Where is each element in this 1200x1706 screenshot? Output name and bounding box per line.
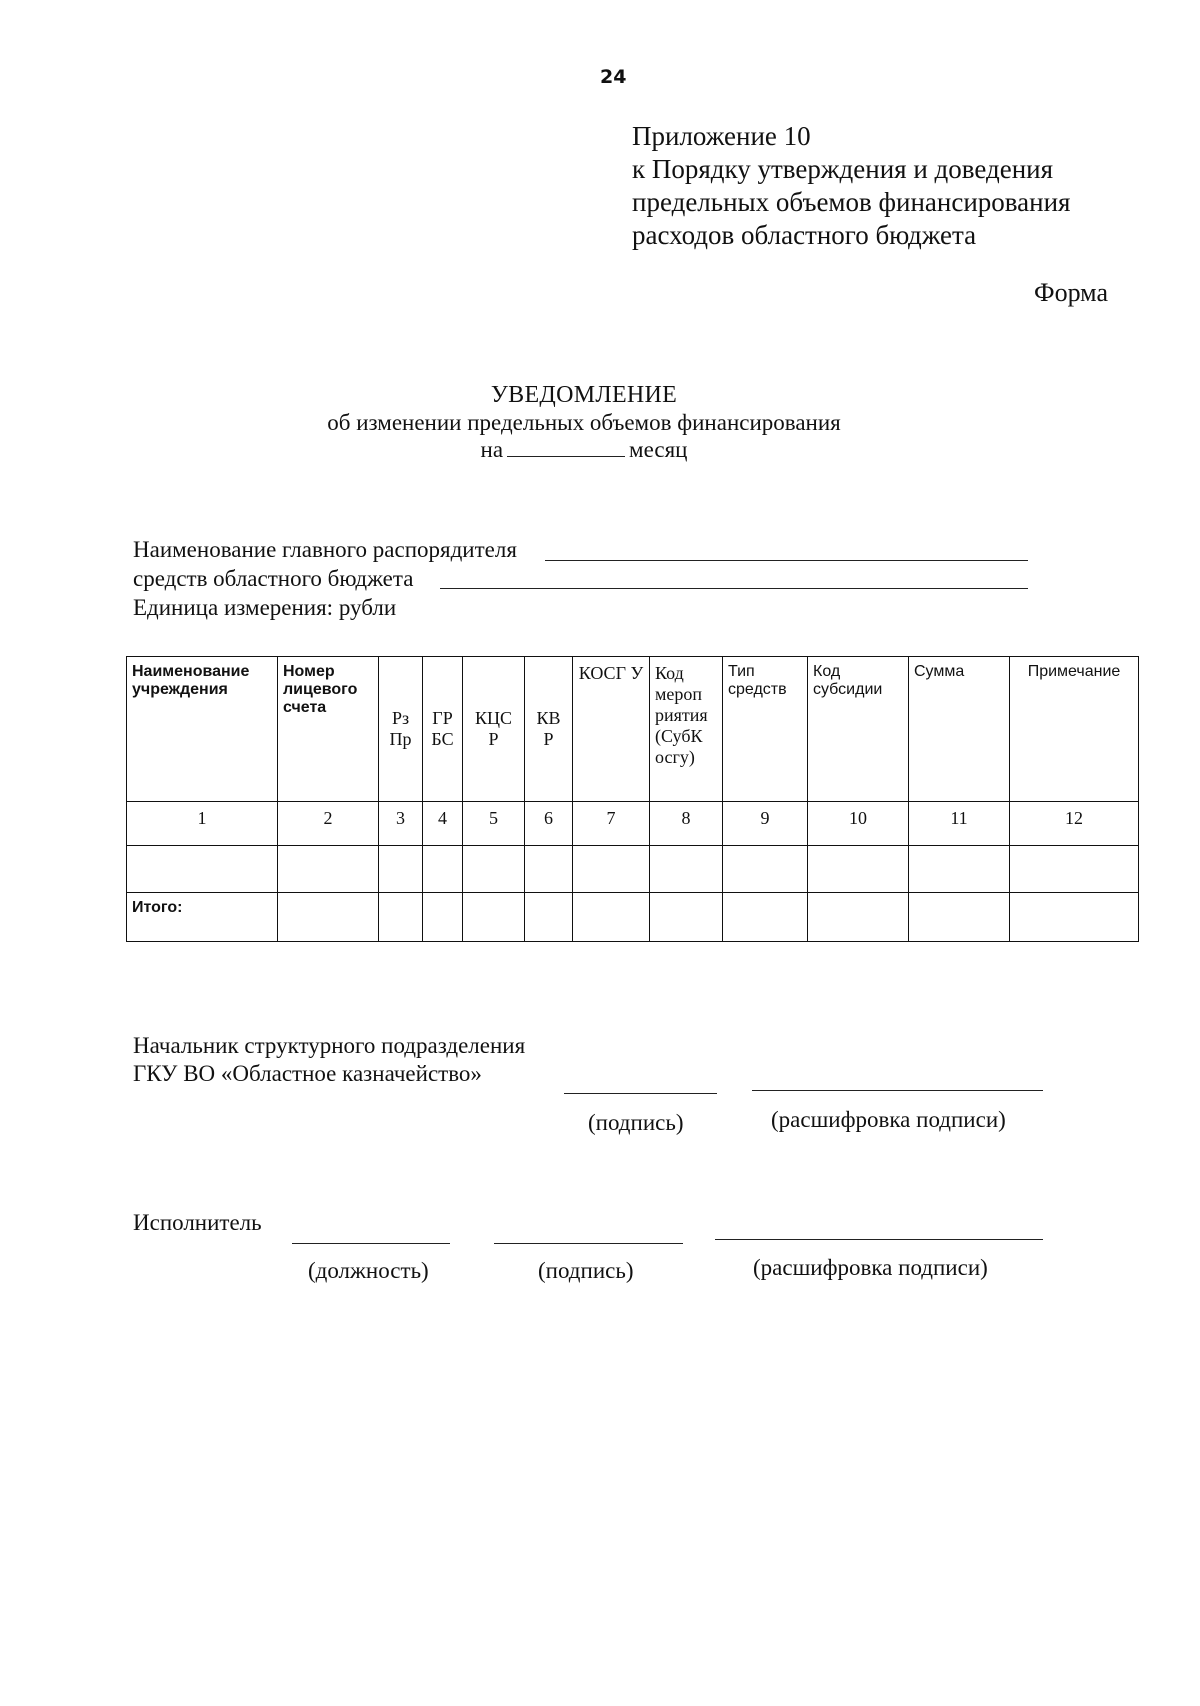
executor-decoding-caption: (расшифровка подписи) xyxy=(753,1255,988,1280)
funding-table xyxy=(126,656,1139,942)
table-cell xyxy=(525,846,573,893)
column-number: 5 xyxy=(463,802,525,846)
table-cell xyxy=(909,846,1010,893)
table-cell xyxy=(808,893,909,942)
month-blank-field xyxy=(507,438,625,457)
header-event-code: Код мероп риятия (СубК осгу) xyxy=(650,657,723,802)
header-kcsr: КЦС Р xyxy=(463,657,525,802)
table-cell xyxy=(1010,893,1139,942)
header-field-line-1: Наименование главного распорядителя xyxy=(133,537,517,562)
column-number: 12 xyxy=(1010,802,1139,846)
table-cell xyxy=(379,893,423,942)
head-signature-caption: (подпись) xyxy=(588,1110,684,1135)
manager-name-blank xyxy=(545,560,1028,561)
column-number: 2 xyxy=(278,802,379,846)
title-line-2: об изменении предельных объемов финансирования xyxy=(327,410,841,435)
page-number: 24 xyxy=(600,66,627,88)
table-cell xyxy=(650,846,723,893)
table-cell xyxy=(723,893,808,942)
header-funds-type: Тип средств xyxy=(723,657,808,802)
document-title xyxy=(200,382,968,463)
table-cell xyxy=(1010,846,1139,893)
executor-decoding-blank xyxy=(715,1239,1043,1240)
header-kvr: КВ Р xyxy=(525,657,573,802)
executor-label: Исполнитель xyxy=(133,1210,262,1235)
appendix-line-2: к Порядку утверждения и доведения xyxy=(632,154,1054,184)
executor-signature-caption: (подпись) xyxy=(538,1258,634,1283)
header-institution-name: Наименование учреждения xyxy=(127,657,278,802)
header-field-line-2: средств областного бюджета xyxy=(133,566,414,591)
table-cell xyxy=(423,846,463,893)
appendix-block xyxy=(632,120,1070,252)
title-line-1: УВЕДОМЛЕНИЕ xyxy=(490,382,678,408)
table-cell xyxy=(525,893,573,942)
head-title-line-1: Начальник структурного подразделения xyxy=(133,1033,526,1058)
header-field-line-3: Единица измерения: рубли xyxy=(133,595,397,620)
header-amount: Сумма xyxy=(909,657,1010,802)
budget-funds-blank xyxy=(440,588,1028,589)
table-cell xyxy=(650,893,723,942)
header-rz-pr: Рз Пр xyxy=(379,657,423,802)
table-cell xyxy=(278,893,379,942)
table-cell xyxy=(909,893,1010,942)
appendix-line-1: Приложение 10 xyxy=(632,121,811,151)
appendix-line-3: предельных объемов финансирования xyxy=(632,187,1071,217)
table-cell xyxy=(573,893,650,942)
title-on-word: на xyxy=(480,437,504,462)
table-cell xyxy=(573,846,650,893)
column-number: 9 xyxy=(723,802,808,846)
head-signatory xyxy=(133,1032,525,1088)
total-label: Итого: xyxy=(127,893,278,942)
table-cell xyxy=(278,846,379,893)
column-number: 7 xyxy=(573,802,650,846)
column-number: 4 xyxy=(423,802,463,846)
executor-position-blank xyxy=(292,1243,450,1244)
column-number: 1 xyxy=(127,802,278,846)
total-row xyxy=(127,893,1139,942)
head-decoding-blank xyxy=(752,1090,1043,1091)
header-gr-bs: ГР БС xyxy=(423,657,463,802)
appendix-line-4: расходов областного бюджета xyxy=(632,220,977,250)
column-number: 3 xyxy=(379,802,423,846)
executor-signature-blank xyxy=(494,1243,683,1244)
executor-position-caption: (должность) xyxy=(308,1258,429,1283)
table-cell xyxy=(463,893,525,942)
table-row xyxy=(127,846,1139,893)
title-month-word: месяц xyxy=(629,437,688,462)
table-cell xyxy=(463,846,525,893)
header-subsidy-code: Код субсидии xyxy=(808,657,909,802)
table-cell xyxy=(723,846,808,893)
column-number: 8 xyxy=(650,802,723,846)
header-account-number: Номер лицевого счета xyxy=(278,657,379,802)
column-number: 10 xyxy=(808,802,909,846)
head-decoding-caption: (расшифровка подписи) xyxy=(771,1107,1006,1132)
head-title-line-2: ГКУ ВО «Областное казначейство» xyxy=(133,1061,482,1086)
header-note: Примечание xyxy=(1010,657,1139,802)
table-header-row xyxy=(127,657,1139,802)
table-cell xyxy=(379,846,423,893)
column-number: 6 xyxy=(525,802,573,846)
table-cell xyxy=(423,893,463,942)
column-number: 11 xyxy=(909,802,1010,846)
table-cell xyxy=(808,846,909,893)
table-cell xyxy=(127,846,278,893)
head-signature-blank xyxy=(564,1093,717,1094)
title-line-3 xyxy=(200,436,968,463)
header-kosgu: КОСГ У xyxy=(573,657,650,802)
form-label: Форма xyxy=(1034,278,1108,307)
column-number-row xyxy=(127,802,1139,846)
